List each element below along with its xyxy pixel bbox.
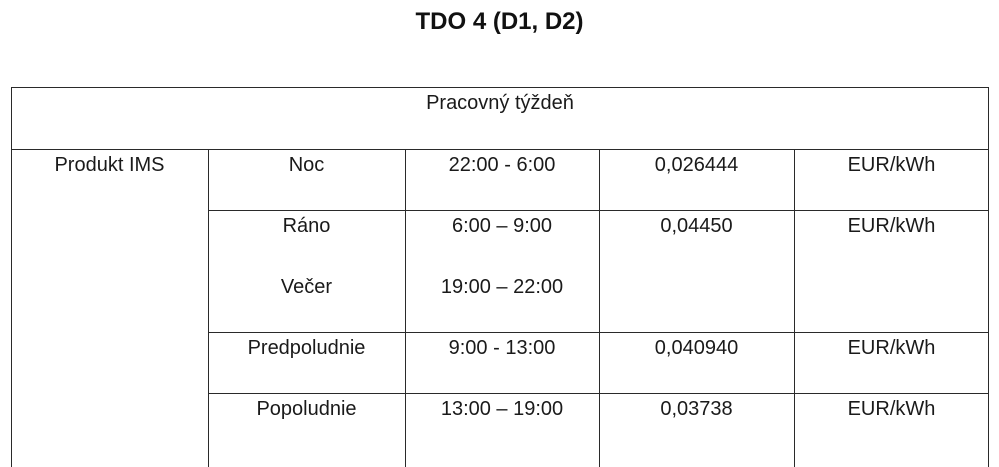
price-cell: 0,040940 bbox=[654, 337, 739, 359]
product-cell: Produkt IMS bbox=[54, 154, 165, 176]
table-border-left bbox=[11, 87, 12, 467]
time-cell: 6:00 – 9:00 bbox=[451, 215, 553, 237]
time-cell: 19:00 – 22:00 bbox=[440, 276, 564, 298]
time-cell: 22:00 - 6:00 bbox=[448, 154, 556, 176]
unit-cell: EUR/kWh bbox=[847, 398, 936, 420]
period-cell: Noc bbox=[288, 154, 325, 176]
period-cell: Ráno bbox=[282, 215, 331, 237]
unit-cell: EUR/kWh bbox=[847, 215, 936, 237]
period-cell: Predpoludnie bbox=[247, 337, 366, 359]
price-cell: 0,03738 bbox=[660, 398, 733, 420]
tariff-table bbox=[11, 87, 989, 467]
price-cell: 0,04450 bbox=[660, 215, 733, 237]
unit-cell: EUR/kWh bbox=[847, 154, 936, 176]
price-cell: 0,026444 bbox=[654, 154, 739, 176]
table-header: Pracovný týždeň bbox=[426, 92, 574, 114]
time-cell: 13:00 – 19:00 bbox=[440, 398, 564, 420]
period-cell: Večer bbox=[280, 276, 333, 298]
time-cell: 9:00 - 13:00 bbox=[448, 337, 556, 359]
header-divider bbox=[11, 149, 989, 150]
unit-cell: EUR/kWh bbox=[847, 337, 936, 359]
table-border-top bbox=[11, 87, 989, 88]
period-cell: Popoludnie bbox=[256, 398, 357, 420]
page-title: TDO 4 (D1, D2) bbox=[415, 8, 584, 35]
